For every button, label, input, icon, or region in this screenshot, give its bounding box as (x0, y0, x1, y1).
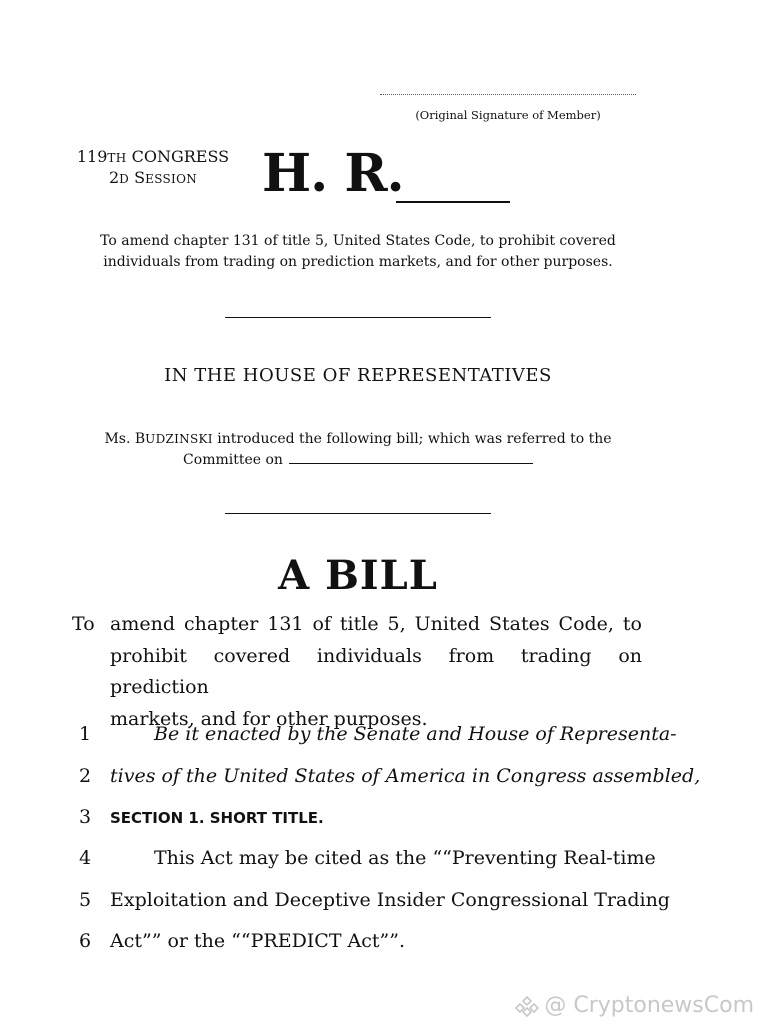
line-number: 6 (78, 930, 92, 952)
line-number: 3 (78, 806, 92, 828)
bill-title: A BILL (278, 552, 438, 599)
watermark (514, 993, 754, 1018)
member-prefix: Ms. (104, 431, 131, 447)
committee-label: Committee on (183, 452, 283, 468)
long-title (72, 609, 642, 735)
long-title-lead: To (72, 613, 95, 635)
congress-number: 119 (76, 147, 108, 166)
long-title-line: markets, and for other purposes. (110, 707, 428, 730)
long-title-line: amend chapter 131 of title 5, United States Code, to (110, 613, 642, 635)
section-heading: SECTION 1. SHORT TITLE. (110, 809, 324, 827)
bill-number-blank (396, 201, 510, 203)
line-number: 2 (78, 765, 92, 787)
binance-square-icon (514, 995, 540, 1017)
session-suffix: D (119, 172, 130, 186)
introduction-text: introduced the following bill; which was referred to the (217, 431, 612, 447)
signature-caption: (Original Signature of Member) (415, 108, 601, 122)
line-number: 1 (78, 723, 92, 745)
long-title-line: prohibit covered individuals from trading on prediction (110, 644, 642, 698)
session-number: 2 (108, 168, 120, 187)
session-word-first: S (134, 168, 146, 187)
session-word-rest: ESSION (145, 172, 198, 186)
congress-session-block (60, 147, 246, 189)
line-number: 4 (78, 847, 92, 869)
congress-suffix: TH (107, 151, 127, 165)
congress-line (60, 147, 246, 168)
enacting-clause-line: tives of the United States of America in Congress assembled, (110, 765, 701, 787)
introduction-paragraph (78, 429, 638, 471)
committee-blank (289, 451, 533, 464)
line-number: 5 (78, 889, 92, 911)
short-title-text-line: Exploitation and Deceptive Insider Congressional Trading (110, 889, 670, 911)
section-divider (225, 317, 491, 318)
signature-line (380, 94, 636, 95)
short-description: To amend chapter 131 of title 5, United States Code, to prohibit covered individuals from trading on prediction markets, and for other purposes. (100, 233, 616, 270)
short-title-text-line: Act”” or the ““PREDICT Act””. (110, 930, 406, 952)
session-line (60, 168, 246, 189)
watermark-text: @ CryptonewsCom (544, 993, 754, 1018)
chamber-heading: IN THE HOUSE OF REPRESENTATIVES (164, 365, 552, 386)
enacting-clause-line: Be it enacted by the Senate and House of Representa- (154, 723, 677, 745)
congress-word: CONGRESS (131, 147, 230, 166)
section-divider (225, 513, 491, 514)
short-title-text-line: This Act may be cited as the ““Preventing Real-time (154, 847, 656, 869)
member-name: BUDZINSKI (134, 431, 213, 447)
bill-label: H. R. (262, 143, 404, 204)
